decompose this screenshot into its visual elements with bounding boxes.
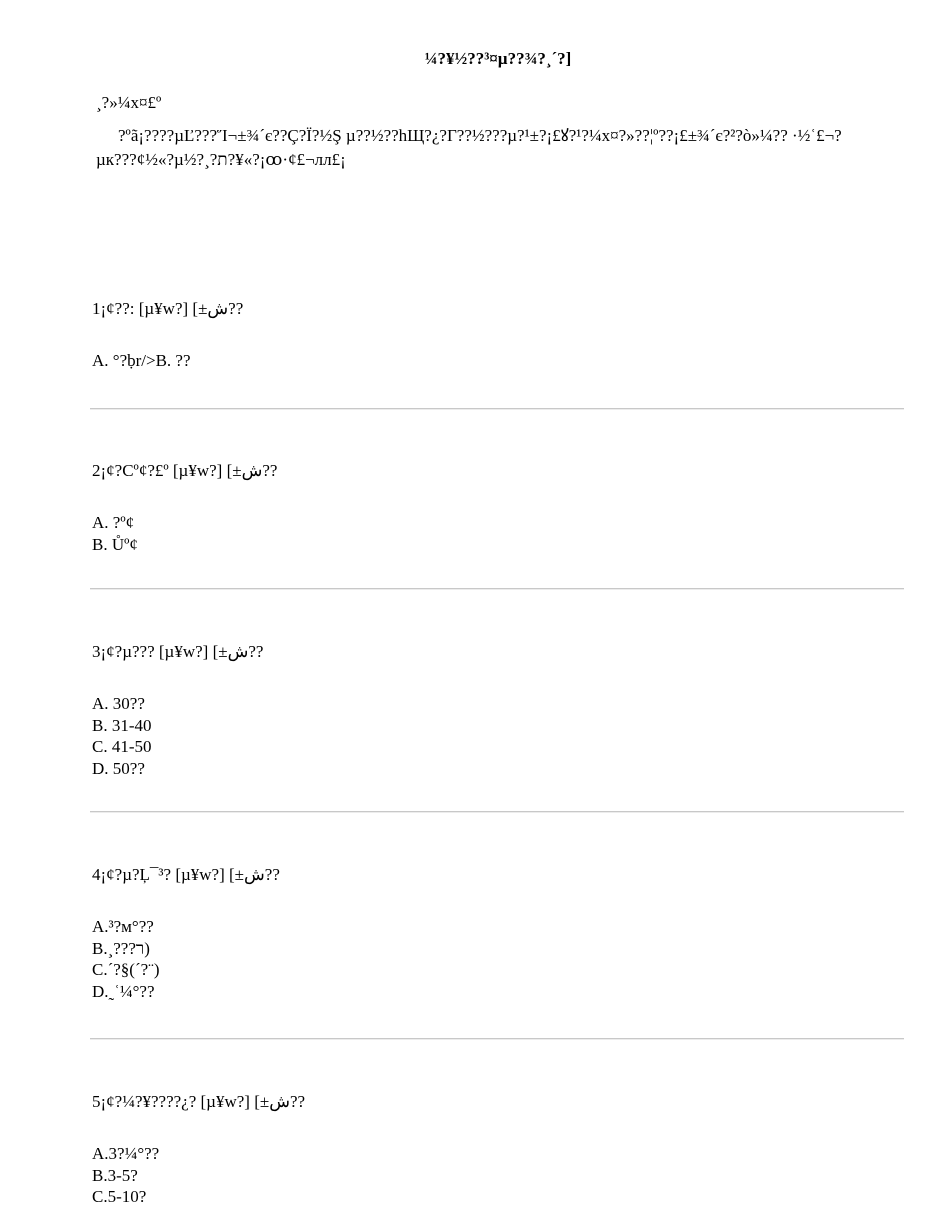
option-item[interactable]: C.´?§(´?¨) [92, 960, 160, 979]
divider [90, 811, 904, 813]
option-item[interactable]: A. 30?? [92, 694, 145, 713]
question-4 [92, 864, 904, 1002]
question-3 [92, 641, 904, 779]
question-2 [92, 460, 904, 555]
question-title: 2¡¢?Cº¢?£º [µ¥w?] [±ش?? [92, 461, 278, 480]
option-item[interactable]: A. ?º¢ [92, 513, 135, 532]
option-item[interactable]: C. 41-50 [92, 737, 152, 756]
option-list [92, 916, 904, 1002]
intro-label: ¸?»¼х¤£º [96, 93, 162, 112]
option-item[interactable]: B. Ůº¢ [92, 534, 138, 554]
divider [90, 588, 904, 590]
option-item[interactable]: A.³?м°?? [92, 917, 154, 936]
option-list [92, 693, 904, 779]
option-item[interactable]: A. °?ḅr/>B. ?? [92, 351, 191, 370]
option-item[interactable]: D.˷ʿ¼°?? [92, 981, 155, 1001]
divider [90, 1038, 904, 1040]
option-list [92, 512, 904, 555]
question-title: 5¡¢?¼?¥????¿? [µ¥w?] [±ش?? [92, 1092, 306, 1111]
option-item[interactable]: C.5-10? [92, 1187, 147, 1206]
option-item[interactable]: B. 31-40 [92, 715, 152, 735]
option-item[interactable]: B.¸???ר) [92, 938, 150, 958]
option-item[interactable]: D. 50?? [92, 758, 145, 778]
question-title: 4¡¢?µ?Ļ¯³? [µ¥w?] [±ش?? [92, 865, 280, 884]
question-title: 3¡¢?µ??? [µ¥w?] [±ش?? [92, 642, 264, 661]
option-list [92, 350, 904, 372]
question-title: 1¡¢??: [µ¥w?] [±ش?? [92, 299, 244, 318]
divider [90, 408, 904, 410]
question-5 [92, 1091, 904, 1208]
question-1 [92, 298, 904, 372]
option-list [92, 1143, 904, 1208]
page-title: ¼?¥½??³¤µ??¾?¸´?] [424, 49, 572, 68]
option-item[interactable]: B.3-5? [92, 1165, 138, 1185]
option-item[interactable]: A.3?¼°?? [92, 1144, 160, 1163]
intro-paragraph: ?ºã¡????µĽ???Ἵ¬±¾´є??Ç?Ï?½Ş µ??½??hЩ?¿?Γ??½???µ?¹±?¡£ꙋ?¹?¼х¤?»??¦º??¡£±¾´є?²?ò»¼?? ·½ʿ£¬?µк???¢½«?µ½?¸?ת?¥«?¡ꝏ·¢£¬лл£¡ [96, 126, 842, 169]
